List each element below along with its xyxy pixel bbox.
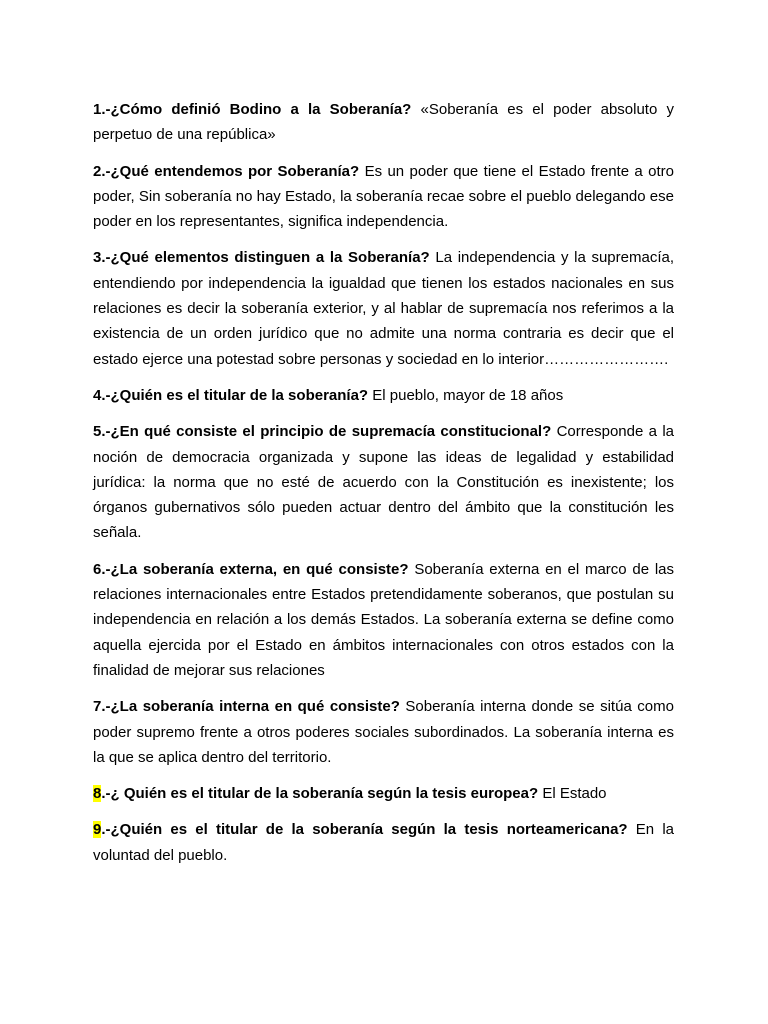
item-question: ¿Quién es el titular de la soberanía? — [110, 386, 369, 404]
qa-item-5 — [93, 419, 674, 545]
qa-item-9 — [93, 817, 674, 868]
item-number-highlighted: 8 — [93, 785, 102, 803]
item-answer: Soberanía externa en el marco de las relaciones internacionales entre Estados pretendidamente soberanos, que postulan su independencia en relación a los demás Estados. La soberanía externa se define como aquella ejercida por el Estado en ámbitos internacionales con otros estados con la finalidad de mejorar sus relaciones — [93, 560, 675, 679]
item-question: ¿Qué entendemos por Soberanía? — [110, 162, 360, 180]
qa-item-4 — [93, 383, 674, 408]
item-question: ¿Qué elementos distinguen a la Soberanía? — [110, 249, 430, 267]
item-answer: «Soberanía es el poder absoluto y perpetuo de una república» — [93, 101, 674, 144]
item-number: 5 — [93, 423, 102, 441]
item-separator: .- — [101, 249, 111, 267]
item-answer: El Estado — [538, 785, 607, 803]
item-number: 7 — [93, 698, 102, 716]
qa-item-8 — [93, 781, 674, 806]
qa-item-3 — [93, 245, 674, 371]
item-number: 2 — [93, 162, 102, 180]
item-number: 4 — [93, 386, 102, 404]
qa-item-1 — [93, 97, 674, 148]
qa-item-7 — [93, 694, 674, 770]
item-separator: .- — [101, 162, 111, 180]
item-separator: .- — [101, 101, 111, 118]
item-number: 6 — [93, 560, 102, 578]
item-question: ¿Cómo definió Bodino a la Soberanía? — [110, 101, 412, 118]
item-question: ¿ Quién es el titular de la soberanía según la tesis europea? — [110, 785, 539, 803]
item-answer: Es un poder que tiene el Estado frente a otro poder, Sin soberanía no hay Estado, la soberanía recae sobre el pueblo delegando ese poder en los representantes, significa independencia. — [93, 162, 674, 231]
item-separator: .- — [101, 785, 111, 803]
item-question: ¿En qué consiste el principio de supremacía constitucional? — [110, 423, 552, 441]
item-answer: El pueblo, mayor de 18 años — [368, 386, 564, 404]
item-answer: En la voluntad del pueblo. — [93, 821, 674, 864]
item-question: ¿La soberanía interna en qué consiste? — [110, 698, 400, 716]
item-number-highlighted: 9 — [93, 821, 102, 839]
item-answer: La independencia y la supremacía, entendiendo por independencia la igualdad que tienen los estados nacionales en sus relaciones es decir la soberanía exterior, y al hablar de supremacía nos referimos a la existencia de un orden jurídico que no admite una norma contraria es decir que el estado ejerce una potestad sobre personas y sociedad en lo interior……………………. — [93, 249, 675, 368]
item-answer: Corresponde a la noción de democracia organizada y supone las ideas de legalidad y estabilidad jurídica: la norma que no esté de acuerdo con la Constitución es inexistente; los órganos gubernativos sólo pueden actuar dentro del ámbito que la constitución les señala. — [93, 423, 674, 542]
item-question: ¿La soberanía externa, en qué consiste? — [110, 560, 409, 578]
qa-item-6 — [93, 557, 674, 683]
item-number: 1 — [93, 101, 102, 118]
item-separator: .- — [101, 821, 111, 839]
item-number: 3 — [93, 249, 102, 267]
document-page — [93, 97, 674, 879]
item-answer: Soberanía interna donde se sitúa como poder supremo frente a otros poderes sociales subordinados. La soberanía interna es la que se aplica dentro del territorio. — [93, 698, 674, 766]
item-question: ¿Quién es el titular de la soberanía según la tesis norteamericana? — [110, 821, 628, 839]
item-separator: .- — [101, 386, 111, 404]
item-separator: .- — [101, 698, 111, 716]
item-separator: .- — [101, 423, 111, 441]
qa-item-2 — [93, 159, 674, 235]
item-separator: .- — [101, 560, 111, 578]
